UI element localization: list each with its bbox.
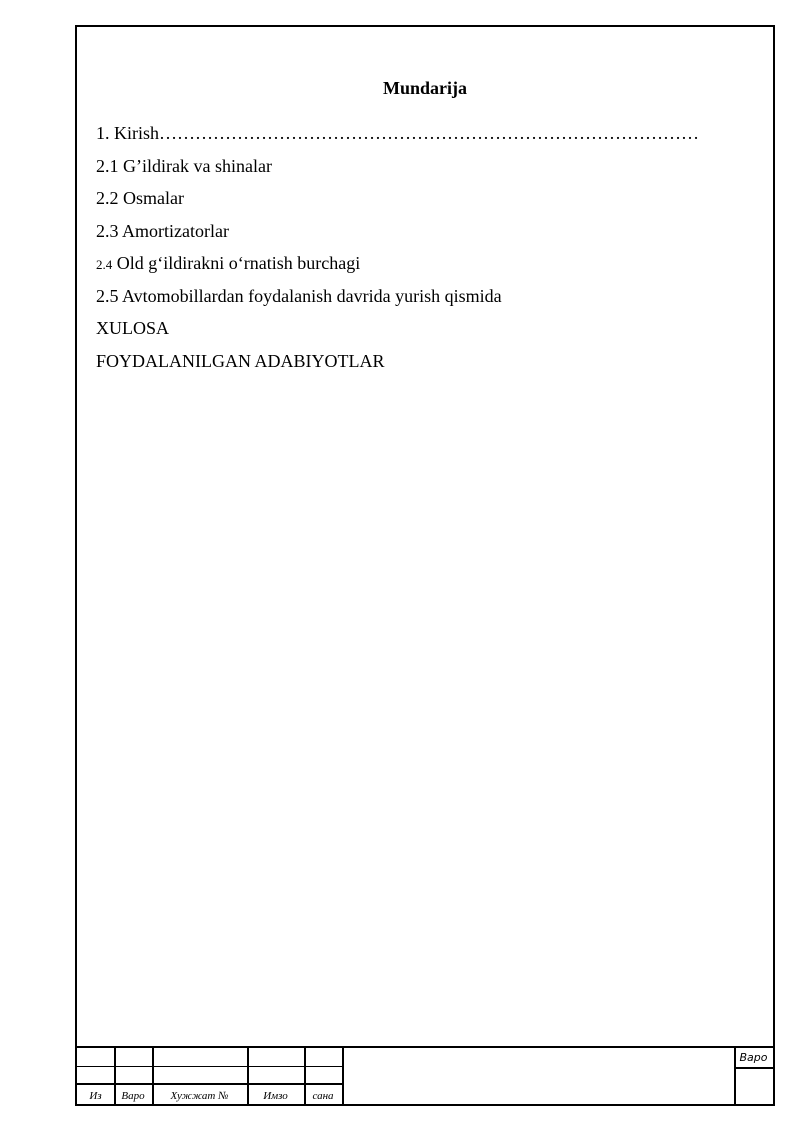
toc-item-references: FOYDALANILGAN ADABIYOTLAR	[96, 350, 385, 371]
toc-item-label: Old g‘ildirakni o‘rnatish burchagi	[112, 253, 361, 273]
toc-item-wheels: 2.1 G’ildirak va shinalar	[96, 155, 272, 176]
toc-item-intro: 1. Kirish………………………………………………………………………………	[96, 123, 699, 143]
page-title: Mundarija	[382, 78, 467, 98]
toc-item-suspension: 2.2 Osmalar	[96, 188, 184, 208]
toc-item-shock-absorbers: 2.3 Amortizatorlar	[96, 220, 229, 241]
stamp-label-hujjat: Хужжат №	[170, 1090, 229, 1102]
stamp-label-varo: Варо	[121, 1090, 145, 1102]
stamp-page-line	[735, 1067, 773, 1069]
title-block-stamp	[77, 1046, 773, 1104]
stamp-col-line	[342, 1048, 344, 1104]
table-of-contents	[96, 120, 766, 380]
toc-item-running-gear: 2.5 Avtomobillardan foydalanish davrida yurish qismida	[96, 285, 502, 306]
stamp-label-imzo: Имзо	[263, 1090, 288, 1102]
toc-item-wheel-alignment	[96, 250, 766, 283]
stamp-label-sana: сана	[312, 1090, 334, 1102]
page-frame	[75, 25, 775, 1106]
toc-item-number: 2.4	[96, 257, 113, 272]
toc-item-conclusion: XULOSA	[96, 318, 170, 338]
stamp-label-iz: Из	[89, 1090, 102, 1102]
stamp-page-label: Варо	[739, 1051, 768, 1064]
